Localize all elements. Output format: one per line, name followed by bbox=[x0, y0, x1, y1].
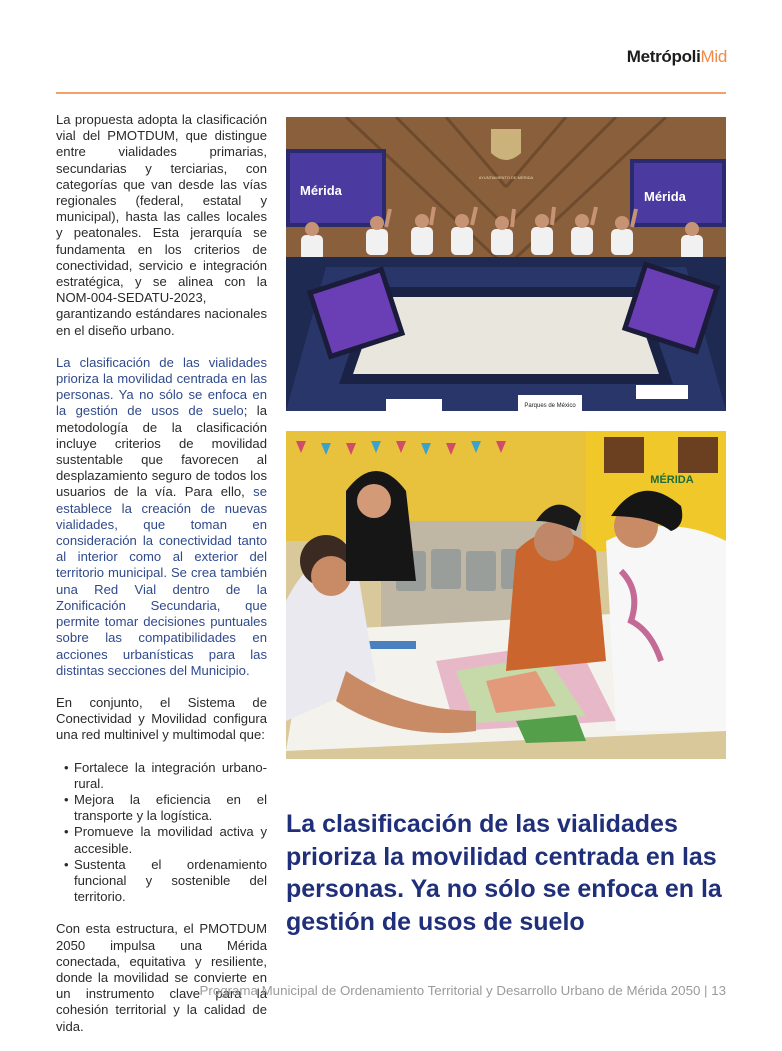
bullet-icon: • bbox=[64, 856, 69, 872]
logo-bold-text: Metrópoli bbox=[626, 47, 701, 66]
pull-quote: La clasificación de las vialidades prioriza la movilidad centrada en las personas. Ya no sólo se enfoca en la gestión de usos de suelo bbox=[286, 810, 722, 936]
paragraph-text: ; la metodología de la clasificación incluye criterios de movilidad sustentable que favorecen al desplazamiento seguro de todos los usuarios de la vía. Para ello, bbox=[56, 403, 267, 500]
page-footer: Programa Municipal de Ordenamiento Territorial y Desarrollo Urbano de Mérida 2050 | 13 bbox=[199, 983, 726, 998]
svg-text:Parques de México: Parques de México bbox=[524, 403, 576, 409]
logo-light-text: Mid bbox=[700, 47, 727, 66]
svg-text:MÉRIDA: MÉRIDA bbox=[650, 474, 694, 486]
map-workshop-photo bbox=[286, 431, 726, 759]
council-meeting-photo bbox=[286, 117, 726, 411]
highlight-text-2: se establece la creación de nuevas vialidades, que toman en consideración la conectividad tanto al interior como al exterior del territorio municipal. Se crea también una Red Vial dentro de la Zonificación Secundaria, que permite tomar decisiones puntuales sobre las compatibilidades en acciones urbanísticas para las distintas secciones del Municipio. bbox=[56, 484, 267, 678]
svg-text:Mérida: Mérida bbox=[300, 183, 342, 198]
paragraph-classification bbox=[56, 355, 267, 679]
list-item: • Sustenta el ordenamiento funcional y sostenible del territorio. bbox=[64, 856, 267, 905]
list-item: • Promueve la movilidad activa y accesible. bbox=[64, 824, 267, 856]
bullet-icon: • bbox=[64, 759, 69, 775]
svg-text:AYUNTAMIENTO DE MÉRIDA: AYUNTAMIENTO DE MÉRIDA bbox=[478, 175, 534, 180]
list-item: • Fortalece la integración urbano-rural. bbox=[64, 759, 267, 791]
metropolimid-logo bbox=[627, 47, 727, 67]
body-text-column bbox=[56, 112, 267, 1051]
paragraph-system: En conjunto, el Sistema de Conectividad y Movilidad configura una red multinivel y multimodal que: bbox=[56, 694, 267, 743]
header-divider bbox=[56, 92, 726, 94]
list-item: • Mejora la eficiencia en el transporte y la logística. bbox=[64, 791, 267, 824]
bullet-icon: • bbox=[64, 791, 69, 807]
highlight-text-1: La clasificación de las vialidades prioriza la movilidad centrada en las personas. Ya no sólo se enfoca en la gestión de usos de suelo bbox=[56, 354, 267, 419]
bullet-icon: • bbox=[64, 824, 69, 840]
paragraph-conclusion: Con esta estructura, el PMOTDUM 2050 impulsa una Mérida conectada, equitativa y resiliente, donde la movilidad se convierte en un instrumento clave para la cohesión territorial y la calidad de vida. bbox=[56, 921, 267, 1034]
paragraph-intro: La propuesta adopta la clasificación vial del PMOTDUM, que distingue entre vialidades primarias, secundarias y terciarias, con categorías que van desde las vías regionales (federal, estatal y municipal), hasta las calles locales y peatonales. Esta jerarquía se fundamenta en los criterios de conectividad, servicio e integración estratégica, y se alinea con la NOM-004-SEDATU-2023, garantizando estándares nacionales en el diseño urbano. bbox=[56, 112, 267, 338]
city-seal-icon bbox=[491, 129, 521, 160]
svg-text:Mérida: Mérida bbox=[644, 189, 686, 204]
bullet-list bbox=[56, 760, 267, 906]
